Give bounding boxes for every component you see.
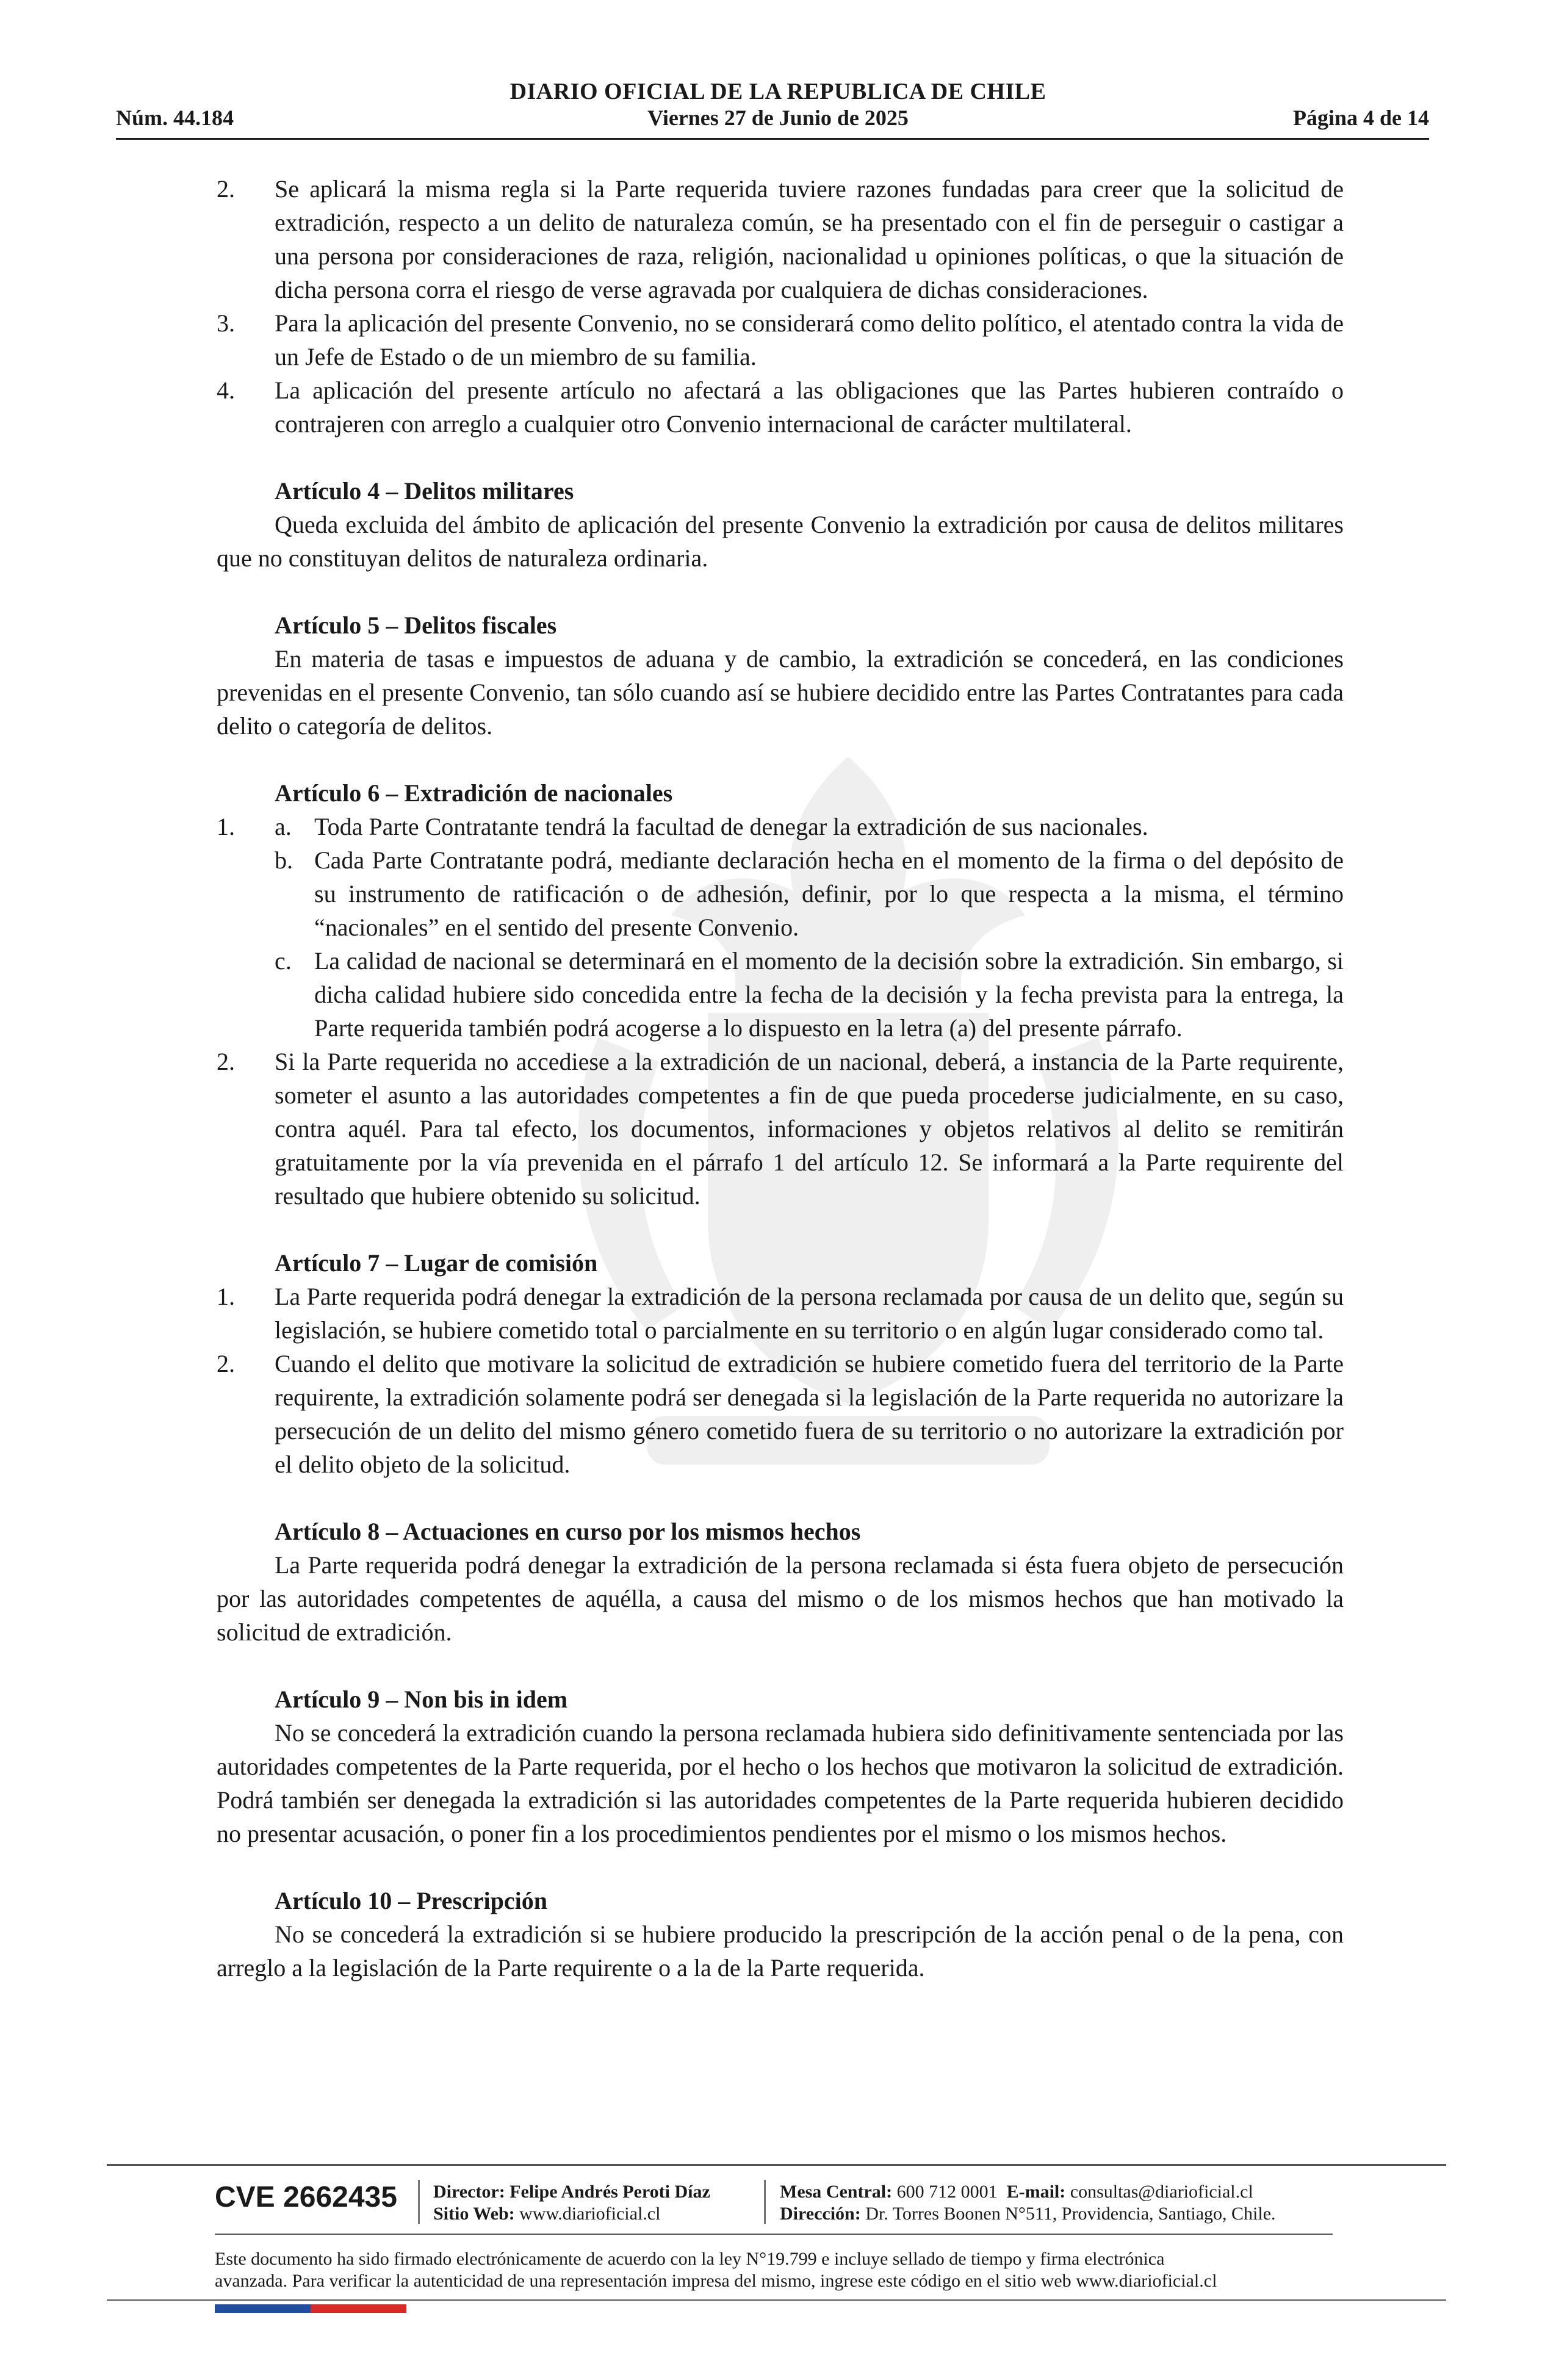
- issue-number: Núm. 44.184: [116, 106, 234, 130]
- article-paragraph: No se concederá la extradición cuando la persona reclamada hubiera sido definitivamente sentenciada por las autoridades competentes de la Parte requerida, por el hecho o los hechos que motivaron la solicitud de extradición. Podrá también ser denegada la extradición si las autoridades competentes de la Parte requerida hubieren decidido no presentar acusación, o poner fin a los procedimientos pendientes por el mismo o los mismos hechos.: [217, 1719, 1344, 1847]
- document-body: [217, 172, 1344, 1985]
- flag-stripe-blue: [215, 2304, 311, 2313]
- list-item: 2. Si la Parte requerida no accediese a la extradición de un nacional, deberá, a instancia de la Parte requirente, someter el asunto a las autoridades competentes a fin de que pueda procederse judicialmente, en su caso, contra aquél. Para tal efecto, los documentos, informaciones y objetos relativos al delito se remitirán gratuitamente por la vía prevenida en el párrafo 1 del artículo 12. Se informará a la Parte requirente del resultado que hubiere obtenido su solicitud.: [217, 1048, 1344, 1210]
- article-heading: Artículo 6 – Extradición de nacionales: [275, 779, 673, 807]
- email-link[interactable]: consultas@diarioficial.cl: [1070, 2182, 1253, 2202]
- list-item: 2. Cuando el delito que motivare la solicitud de extradición se hubiere cometido fuera del territorio de la Parte requirente, la extradición solamente podrá ser denegada si la legislación de la Parte requerida no autorizare la persecución de un delito del mismo género cometido fuera de su territorio o no autorizare la extradición por el delito objeto de la solicitud.: [217, 1350, 1344, 1478]
- article-paragraph: No se concederá la extradición si se hubiere producido la prescripción de la acción penal o de la pena, con arreglo a la legislación de la Parte requirente o a la de la Parte requerida.: [217, 1920, 1344, 1982]
- list-item: 3. Para la aplicación del presente Convenio, no se considerará como delito político, el atentado contra la vida de un Jefe de Estado o de un miembro de su familia.: [217, 309, 1344, 370]
- article-heading: Artículo 10 – Prescripción: [275, 1887, 547, 1914]
- flag-stripe-red: [311, 2304, 406, 2313]
- address: Dr. Torres Boonen N°511, Providencia, Santiago, Chile.: [865, 2204, 1276, 2224]
- list-item: 2. Se aplicará la misma regla si la Parte requerida tuviere razones fundadas para creer que la solicitud de extradición, respecto a un delito de naturaleza común, se ha presentado con el fin de perseguir o castigar a una persona por consideraciones de raza, religión, nacionalidad u opiniones políticas, o que la situación de dicha persona corra el riesgo de verse agravada por cualquiera de dichas consideraciones.: [217, 175, 1344, 303]
- list-item: 1. La Parte requerida podrá denegar la extradición de la persona reclamada por causa de un delito que, según su legislación, se hubiere cometido total o parcialmente en su territorio o en algún lugar considerado como tal.: [217, 1283, 1344, 1344]
- footer-separator: [418, 2180, 420, 2224]
- article-heading: Artículo 7 – Lugar de comisión: [275, 1249, 598, 1277]
- list-item: 4. La aplicación del presente artículo no afectará a las obligaciones que las Partes hubieren contraído o contrajeren con arreglo a cualquier otro Convenio internacional de carácter multilateral.: [217, 377, 1344, 438]
- director-name: Felipe Andrés Peroti Díaz: [510, 2182, 710, 2202]
- newspaper-title: DIARIO OFICIAL DE LA REPUBLICA DE CHILE: [510, 79, 1046, 104]
- footer-contact-info: Mesa Central: 600 712 0001 E-mail: consultas@diarioficial.cl Dirección: Dr. Torres Boonen N°511, Providencia, Santiago, Chile.: [780, 2182, 1276, 2224]
- list-item: c. La calidad de nacional se determinará en el momento de la decisión sobre la extradición. Sin embargo, si dicha calidad hubiere sido concedida entre la fecha de la decisión y la fecha prevista para la entrega, la Parte requerida también podrá acogerse a lo dispuesto en la letra (a) del presente párrafo.: [275, 947, 1344, 1042]
- article-paragraph: En materia de tasas e impuestos de aduana y de cambio, la extradición se concederá, en las condiciones prevenidas en el presente Convenio, tan sólo cuando así se hubiere decidido entre las Partes Contratantes para cada delito o categoría de delitos.: [217, 645, 1344, 740]
- page-indicator: Página 4 de 14: [1292, 106, 1429, 130]
- footer-divider: [215, 2234, 1333, 2235]
- list-item: 1. a. Toda Parte Contratante tendrá la facultad de denegar la extradición de sus nacionales.: [217, 813, 1148, 840]
- article-heading: Artículo 4 – Delitos militares: [275, 477, 574, 505]
- article-paragraph: La Parte requerida podrá denegar la extradición de la persona reclamada si ésta fuera objeto de persecución por las autoridades competentes de aquélla, a causa del mismo o de los mismos hechos que han motivado la solicitud de extradición.: [217, 1551, 1344, 1646]
- article-heading: Artículo 5 – Delitos fiscales: [275, 611, 557, 639]
- header-divider: [116, 138, 1429, 140]
- article-heading: Artículo 8 – Actuaciones en curso por los mismos hechos: [275, 1518, 861, 1545]
- website-link[interactable]: www.diarioficial.cl: [519, 2204, 661, 2224]
- footer-divider: [107, 2164, 1446, 2166]
- article-heading: Artículo 9 – Non bis in idem: [275, 1686, 568, 1713]
- footer-separator: [764, 2180, 766, 2224]
- legal-notice: Este documento ha sido firmado electrónicamente de acuerdo con la ley N°19.799 e incluye sellado de tiempo y firma electrónica avanzada. Para verificar la autenticidad de una representación impresa del mismo, ingrese este código en el sitio web www.diarioficial.cl: [215, 2249, 1217, 2291]
- list-item: b. Cada Parte Contratante podrá, mediante declaración hecha en el momento de la firma o del depósito de su instrumento de ratificación o de adhesión, definir, por lo que respecta a la misma, el término “nacionales” en el sentido del presente Convenio.: [275, 846, 1344, 941]
- phone-number: 600 712 0001: [896, 2182, 998, 2202]
- footer-divider: [107, 2299, 1446, 2301]
- article-paragraph: Queda excluida del ámbito de aplicación del presente Convenio la extradición por causa de delitos militares que no constituyan delitos de naturaleza ordinaria.: [217, 511, 1344, 572]
- issue-date: Viernes 27 de Junio de 2025: [647, 106, 909, 130]
- cve-code: CVE 2662435: [215, 2181, 397, 2213]
- footer-director-info: Director: Felipe Andrés Peroti Díaz Sitio Web: www.diarioficial.cl: [433, 2182, 710, 2224]
